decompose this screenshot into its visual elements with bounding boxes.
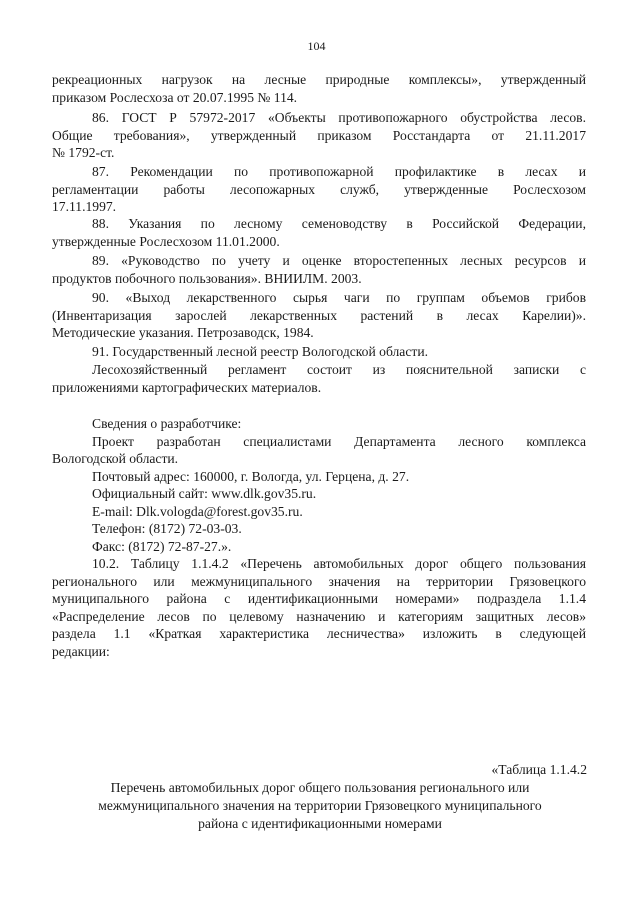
text-line: Вологодской области.	[52, 451, 179, 466]
page-number: 104	[307, 39, 326, 53]
phone: Телефон: (8172) 72-03-03.	[92, 521, 242, 536]
text-line: 88. Указания по лесному семеноводству в Российской Федерации,	[92, 216, 586, 231]
text-line: 10.2. Таблицу 1.1.4.2 «Перечень автомобильных дорог общего пользования	[92, 556, 586, 571]
text-line: приказом Рослесхоза от 20.07.1995 № 114.	[52, 89, 298, 105]
text-line: 91. Государственный лесной реестр Вологодской области.	[92, 344, 428, 359]
paragraph-90	[52, 289, 586, 342]
text-line: утвержденные Рослесхозом 11.01.2000.	[52, 233, 280, 249]
table-title-line: Перечень автомобильных дорог общего пользования регионального или	[110, 780, 530, 795]
text-line: продуктов побочного пользования». ВНИИЛМ. 2003.	[52, 270, 362, 286]
email: E-mail: Dlk.vologda@forest.gov35.ru.	[92, 503, 303, 519]
text-line: 86. ГОСТ Р 57972-2017 «Объекты противопожарного обустройства лесов.	[92, 110, 586, 125]
text-line: 89. «Руководство по учету и оценке второстепенных лесных ресурсов и	[92, 253, 586, 268]
text-line: Лесохозяйственный регламент состоит из пояснительной записки с	[92, 362, 586, 377]
text-line: Методические указания. Петрозаводск, 1984.	[52, 325, 314, 340]
text-line: «Распределение лесов по целевому назначению и категориям защитных лесов»	[52, 608, 586, 624]
paragraph-89	[52, 252, 586, 287]
text-line: приложениями картографических материалов.	[52, 379, 322, 395]
paragraph-88	[52, 215, 586, 250]
fax: Факс: (8172) 72-87-27.».	[92, 538, 232, 554]
text-line: Общие требования», утвержденный приказом Росстандарта от 21.11.2017	[52, 127, 586, 143]
text-line: Проект разработан специалистами Департамента лесного комплекса	[92, 433, 586, 449]
developer-info	[52, 415, 586, 555]
table-reference: «Таблица 1.1.4.2	[491, 762, 587, 777]
text-line: 17.11.1997.	[52, 199, 117, 214]
text-line: раздела 1.1 «Краткая характеристика лесничества» изложить в следующей	[52, 626, 586, 641]
text-line: редакции:	[52, 643, 110, 659]
text-line: муниципального района с идентификационными номерами» подраздела 1.1.4	[52, 591, 586, 606]
table-title-line: межмуниципального значения на территории Грязовецкого муниципального	[98, 798, 542, 813]
paragraph-10-2	[52, 555, 586, 660]
text-line: 87. Рекомендации по противопожарной профилактике в лесах и	[92, 164, 586, 179]
paragraph-regulation	[52, 361, 586, 396]
paragraph-87	[52, 163, 586, 216]
official-site: Официальный сайт: www.dlk.gov35.ru.	[92, 486, 317, 501]
text-line: регламентации работы лесопожарных служб, утвержденные Рослесхозом	[52, 181, 586, 197]
paragraph-91	[52, 343, 586, 361]
paragraph-85-continuation	[52, 71, 586, 106]
text-line: 90. «Выход лекарственного сырья чаги по группам объемов грибов	[92, 290, 586, 305]
text-line: (Инвентаризация зарослей лекарственных растений в лесах Карелии)».	[52, 307, 586, 323]
table-title	[70, 779, 570, 833]
text-line: № 1792-ст.	[52, 145, 115, 160]
text-line: рекреационных нагрузок на лесные природные комплексы», утвержденный	[52, 72, 586, 87]
text-line: регионального или межмуниципального значения на территории Грязовецкого	[52, 573, 586, 589]
postal-address: Почтовый адрес: 160000, г. Вологда, ул. Герцена, д. 27.	[92, 468, 410, 484]
paragraph-86	[52, 109, 586, 162]
developer-heading: Сведения о разработчике:	[92, 416, 242, 431]
table-title-line: района с идентификационными номерами	[198, 816, 442, 831]
